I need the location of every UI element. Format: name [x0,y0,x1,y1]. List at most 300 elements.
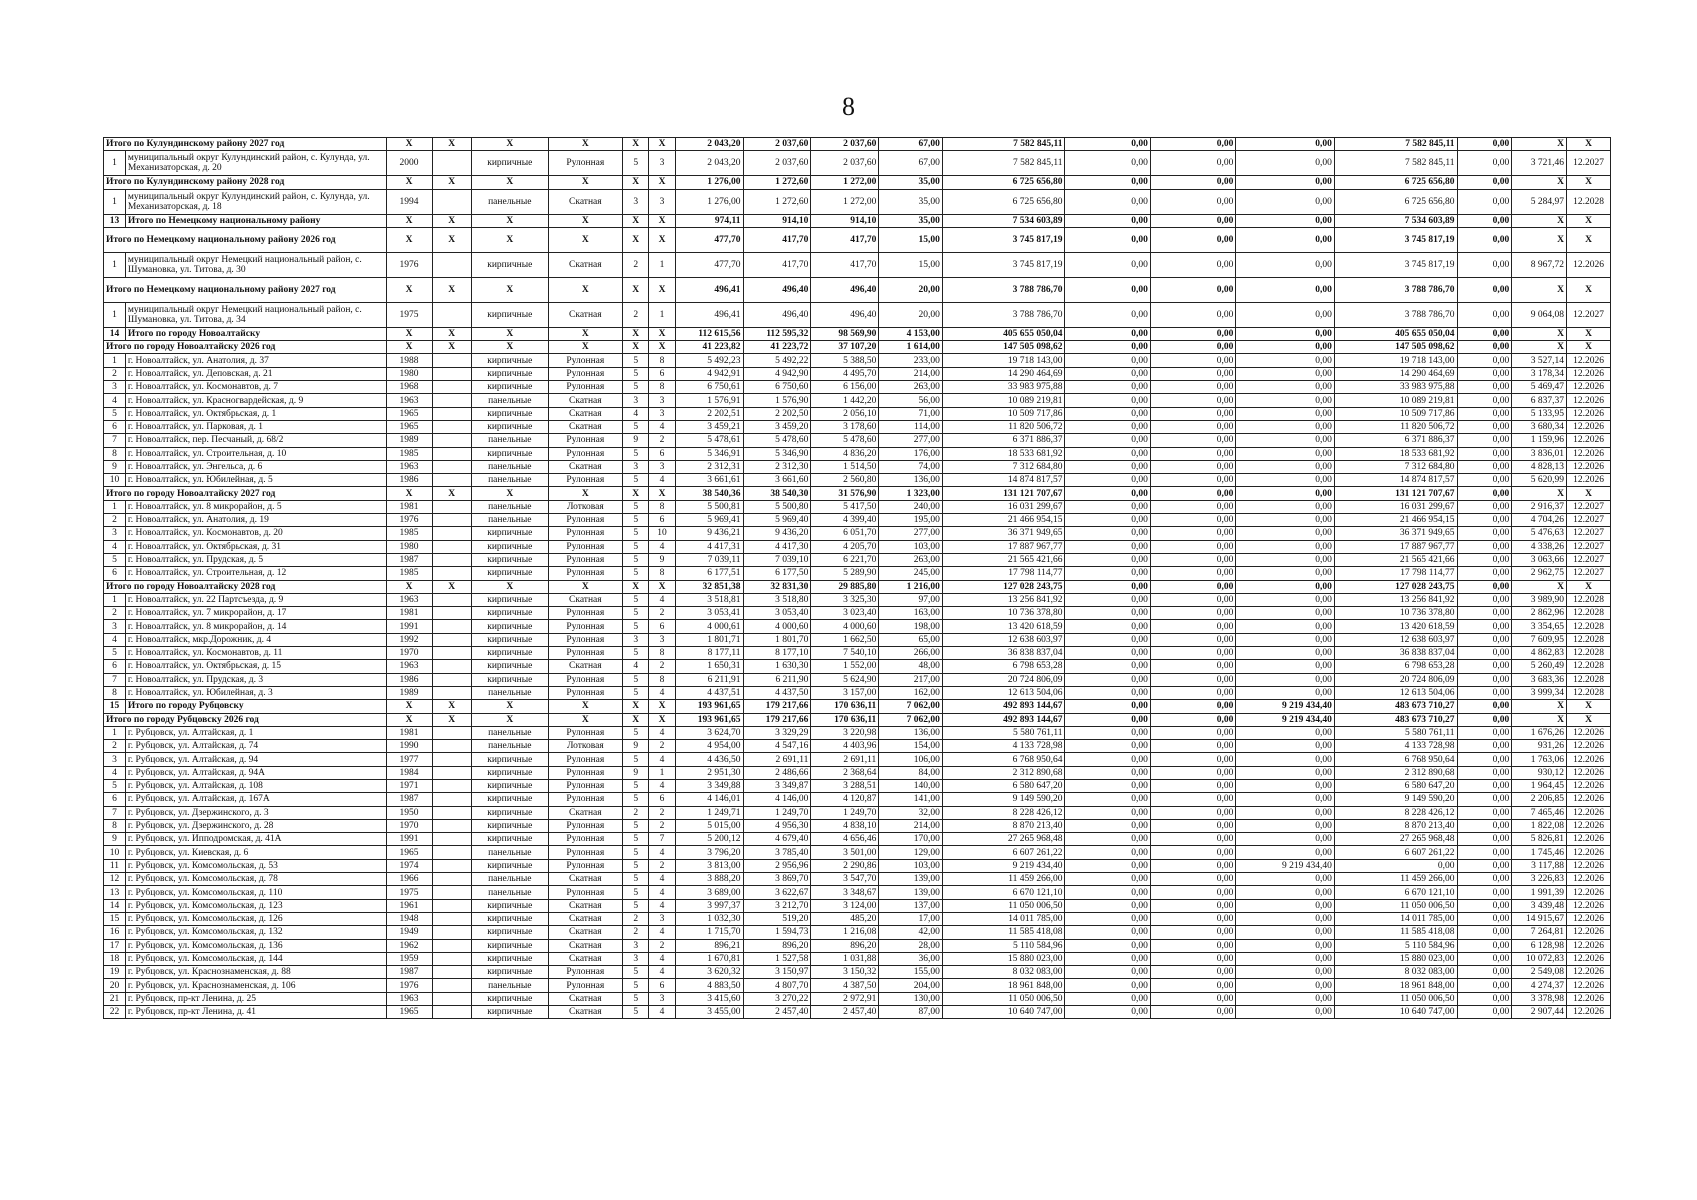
roof-type-cell: X [548,487,622,500]
column-x-cell [432,726,471,739]
other-funds-cell: 0,00 [1457,753,1512,766]
local-funds-cell: 0,00 [1236,966,1335,979]
floors-cell: 5 [623,514,649,527]
roof-type-cell: Рулонная [548,540,622,553]
address-cell: г. Рубцовск, пр-кт Ленина, д. 25 [125,992,386,1005]
unit-cost-cell: 1 763,06 [1512,753,1567,766]
local-funds-cell: 0,00 [1236,873,1335,886]
total-area-cell: 3 661,61 [675,474,743,487]
column-x-cell [432,500,471,513]
regional-funds-cell: 0,00 [1150,926,1235,939]
column-x-cell: X [432,580,471,593]
total-area-cell: 32 851,38 [675,580,743,593]
regional-funds-cell: 0,00 [1150,607,1235,620]
total-area-cell: 8 177,11 [675,647,743,660]
area-cell: 417,70 [743,227,811,252]
federal-funds-cell: 0,00 [1065,912,1150,925]
other-funds-cell: 0,00 [1457,341,1512,354]
column-x-cell [432,447,471,460]
total-area-cell: 2 951,30 [675,766,743,779]
completion-date-cell: 12.2026 [1567,740,1611,753]
row-number-cell: 6 [104,793,126,806]
unit-cost-cell: 3 178,34 [1512,367,1567,380]
roof-type-cell: Рулонная [548,979,622,992]
total-cost-cell: 14 011 785,00 [942,912,1065,925]
other-funds-cell: 0,00 [1457,793,1512,806]
living-area-cell: 4 495,70 [811,367,879,380]
federal-funds-cell: 0,00 [1065,779,1150,792]
roof-type-cell: X [548,713,622,726]
year-cell: X [386,277,432,302]
living-area-cell: 1 552,00 [811,660,879,673]
row-number-cell: 2 [104,367,126,380]
local-funds-cell: 0,00 [1236,607,1335,620]
column-x-cell [432,474,471,487]
total-cost-cell: 10 640 747,00 [942,1006,1065,1019]
table-row [104,939,1611,952]
row-number-cell: 13 [104,886,126,899]
total-area-cell: 477,70 [675,227,743,252]
roof-type-cell: Скатная [548,939,622,952]
row-number-cell: 10 [104,474,126,487]
area-cell: 3 622,67 [743,886,811,899]
local-funds-cell: 0,00 [1236,673,1335,686]
local-funds-cell: 0,00 [1236,833,1335,846]
address-cell: г. Новоалтайск, ул. Октябрьская, д. 1 [125,407,386,420]
other-funds-cell: 0,00 [1457,806,1512,819]
row-number-cell: 4 [104,540,126,553]
column-x-cell [432,252,471,277]
unit-cost-cell: 1 676,26 [1512,726,1567,739]
completion-date-cell: 12.2026 [1567,926,1611,939]
other-funds-cell: 0,00 [1457,514,1512,527]
residents-cell: 4 153,00 [879,327,943,340]
local-funds-cell: 0,00 [1236,434,1335,447]
address-cell: г. Рубцовск, ул. Ипподромская, д. 41А [125,833,386,846]
roof-type-cell: Рулонная [548,886,622,899]
owners-funds-cell: 10 089 219,81 [1334,394,1457,407]
total-area-cell: 4 437,51 [675,686,743,699]
roof-type-cell: Скатная [548,660,622,673]
regional-funds-cell: 0,00 [1150,460,1235,473]
total-area-cell: 112 615,56 [675,327,743,340]
column-x-cell [432,514,471,527]
federal-funds-cell: 0,00 [1065,394,1150,407]
year-cell: 1987 [386,553,432,566]
living-area-cell: 2 457,40 [811,1006,879,1019]
completion-date-cell: 12.2028 [1567,633,1611,646]
row-number-cell: 2 [104,514,126,527]
area-cell: 4 807,70 [743,979,811,992]
row-number-cell: 17 [104,939,126,952]
floors-cell: 5 [623,992,649,1005]
living-area-cell: 3 124,00 [811,899,879,912]
wall-material-cell: X [471,138,548,151]
total-area-cell: 3 455,00 [675,1006,743,1019]
completion-date-cell: X [1567,700,1611,713]
local-funds-cell: 0,00 [1236,354,1335,367]
wall-material-cell: панельные [471,514,548,527]
unit-cost-cell: 7 465,46 [1512,806,1567,819]
completion-date-cell: 12.2026 [1567,939,1611,952]
address-cell: г. Новоалтайск, ул. Анатолия, д. 37 [125,354,386,367]
total-area-cell: 41 223,82 [675,341,743,354]
row-number-cell: 3 [104,381,126,394]
wall-material-cell: кирпичные [471,753,548,766]
area-cell: 3 459,20 [743,420,811,433]
column-x-cell [432,381,471,394]
year-cell: 1984 [386,766,432,779]
completion-date-cell: 12.2026 [1567,992,1611,1005]
table-row [104,447,1611,460]
total-area-cell: 9 436,21 [675,527,743,540]
regional-funds-cell: 0,00 [1150,806,1235,819]
entrances-cell: X [649,580,675,593]
living-area-cell: 4 000,60 [811,620,879,633]
entrances-cell: 1 [649,766,675,779]
roof-type-cell: Скатная [548,912,622,925]
owners-funds-cell: 8 228 426,12 [1334,806,1457,819]
row-number-cell: 16 [104,926,126,939]
residents-cell: 263,00 [879,553,943,566]
wall-material-cell: панельные [471,434,548,447]
wall-material-cell: кирпичные [471,367,548,380]
entrances-cell: 2 [649,939,675,952]
table-row [104,633,1611,646]
living-area-cell: 3 348,67 [811,886,879,899]
column-x-cell [432,593,471,606]
row-number-cell: 19 [104,966,126,979]
residents-cell: 155,00 [879,966,943,979]
floors-cell: 5 [623,381,649,394]
total-area-cell: 6 750,61 [675,381,743,394]
row-number-cell: 1 [104,354,126,367]
entrances-cell: 4 [649,753,675,766]
year-cell: 1970 [386,819,432,832]
living-area-cell: 5 478,60 [811,434,879,447]
table-row [104,407,1611,420]
floors-cell: 9 [623,434,649,447]
floors-cell: 5 [623,527,649,540]
wall-material-cell: панельные [471,460,548,473]
federal-funds-cell: 0,00 [1065,939,1150,952]
total-cost-cell: 6 798 653,28 [942,660,1065,673]
column-x-cell [432,819,471,832]
address-cell: г. Новоалтайск, ул. Анатолия, д. 19 [125,514,386,527]
local-funds-cell: 0,00 [1236,726,1335,739]
floors-cell: 5 [623,500,649,513]
total-cost-cell: 33 983 975,88 [942,381,1065,394]
entrances-cell: X [649,176,675,189]
roof-type-cell: Рулонная [548,633,622,646]
local-funds-cell: 0,00 [1236,740,1335,753]
floors-cell: 5 [623,420,649,433]
floors-cell: 5 [623,886,649,899]
column-x-cell [432,434,471,447]
year-cell: 1963 [386,992,432,1005]
roof-type-cell: Рулонная [548,647,622,660]
total-cost-cell: 4 133 728,98 [942,740,1065,753]
area-cell: 1 272,60 [743,189,811,214]
area-cell: 112 595,32 [743,327,811,340]
unit-cost-cell: 5 826,81 [1512,833,1567,846]
table-row [104,434,1611,447]
year-cell: 1976 [386,979,432,992]
wall-material-cell: кирпичные [471,593,548,606]
area-cell: 3 329,29 [743,726,811,739]
column-x-cell: X [432,700,471,713]
federal-funds-cell: 0,00 [1065,766,1150,779]
floors-cell: 5 [623,620,649,633]
federal-funds-cell: 0,00 [1065,214,1150,227]
living-area-cell: 4 656,46 [811,833,879,846]
row-number-cell: 1 [104,151,126,176]
area-cell: 2 312,30 [743,460,811,473]
completion-date-cell: 12.2028 [1567,620,1611,633]
living-area-cell: 2 290,86 [811,859,879,872]
total-cost-cell: 14 874 817,57 [942,474,1065,487]
residents-cell: 114,00 [879,420,943,433]
residents-cell: 42,00 [879,926,943,939]
row-number-cell: 10 [104,846,126,859]
regional-funds-cell: 0,00 [1150,686,1235,699]
regional-funds-cell: 0,00 [1150,214,1235,227]
completion-date-cell: 12.2026 [1567,407,1611,420]
floors-cell: 5 [623,873,649,886]
living-area-cell: 31 576,90 [811,487,879,500]
area-cell: 6 750,60 [743,381,811,394]
address-cell: г. Новоалтайск, ул. 8 микрорайон, д. 14 [125,620,386,633]
other-funds-cell: 0,00 [1457,593,1512,606]
area-cell: 6 211,90 [743,673,811,686]
owners-funds-cell: 6 371 886,37 [1334,434,1457,447]
table-row [104,607,1611,620]
wall-material-cell: кирпичные [471,779,548,792]
roof-type-cell: Рулонная [548,620,622,633]
other-funds-cell: 0,00 [1457,726,1512,739]
other-funds-cell: 0,00 [1457,846,1512,859]
entrances-cell: 1 [649,252,675,277]
entrances-cell: 2 [649,859,675,872]
entrances-cell: 4 [649,873,675,886]
entrances-cell: 1 [649,302,675,327]
federal-funds-cell: 0,00 [1065,447,1150,460]
column-x-cell [432,394,471,407]
column-x-cell: X [432,214,471,227]
column-x-cell [432,620,471,633]
living-area-cell: 1 031,88 [811,952,879,965]
subtotal-row [104,713,1611,726]
row-number-cell: 18 [104,952,126,965]
entrances-cell: 4 [649,474,675,487]
column-x-cell [432,753,471,766]
regional-funds-cell: 0,00 [1150,873,1235,886]
federal-funds-cell: 0,00 [1065,1006,1150,1019]
table-row [104,660,1611,673]
row-number-cell: 7 [104,806,126,819]
floors-cell: X [623,227,649,252]
unit-cost-cell: 4 828,13 [1512,460,1567,473]
floors-cell: 2 [623,926,649,939]
local-funds-cell: 0,00 [1236,580,1335,593]
floors-cell: X [623,713,649,726]
other-funds-cell: 0,00 [1457,500,1512,513]
row-number-cell: 3 [104,527,126,540]
wall-material-cell: кирпичные [471,381,548,394]
federal-funds-cell: 0,00 [1065,341,1150,354]
federal-funds-cell: 0,00 [1065,252,1150,277]
total-cost-cell: 16 031 299,67 [942,500,1065,513]
table-row [104,354,1611,367]
local-funds-cell: 0,00 [1236,593,1335,606]
wall-material-cell: панельные [471,189,548,214]
total-cost-cell: 127 028 243,75 [942,580,1065,593]
living-area-cell: 2 056,10 [811,407,879,420]
living-area-cell: 4 399,40 [811,514,879,527]
floors-cell: 4 [623,660,649,673]
residents-cell: 233,00 [879,354,943,367]
table-row [104,460,1611,473]
other-funds-cell: 0,00 [1457,327,1512,340]
subtotal-label-cell: Итого по Немецкому национальному району [125,214,386,227]
year-cell: 1981 [386,726,432,739]
area-cell: 41 223,72 [743,341,811,354]
total-area-cell: 1 249,71 [675,806,743,819]
owners-funds-cell: 18 533 681,92 [1334,447,1457,460]
row-number-cell: 4 [104,394,126,407]
floors-cell: 5 [623,151,649,176]
total-cost-cell: 7 582 845,11 [942,151,1065,176]
area-cell: 3 518,80 [743,593,811,606]
column-x-cell [432,460,471,473]
total-area-cell: 5 500,81 [675,500,743,513]
total-cost-cell: 27 265 968,48 [942,833,1065,846]
owners-funds-cell: 131 121 707,67 [1334,487,1457,500]
unit-cost-cell: X [1512,277,1567,302]
other-funds-cell: 0,00 [1457,633,1512,646]
federal-funds-cell: 0,00 [1065,899,1150,912]
residents-cell: 204,00 [879,979,943,992]
roof-type-cell: Рулонная [548,793,622,806]
row-number-cell: 22 [104,1006,126,1019]
total-area-cell: 3 624,70 [675,726,743,739]
completion-date-cell: 12.2026 [1567,873,1611,886]
owners-funds-cell: 33 983 975,88 [1334,381,1457,394]
residents-cell: 7 062,00 [879,700,943,713]
table-row [104,514,1611,527]
other-funds-cell: 0,00 [1457,899,1512,912]
completion-date-cell: X [1567,227,1611,252]
roof-type-cell: Скатная [548,926,622,939]
row-number-cell: 14 [104,327,126,340]
completion-date-cell: X [1567,341,1611,354]
completion-date-cell: 12.2026 [1567,726,1611,739]
table-row [104,979,1611,992]
floors-cell: 5 [623,819,649,832]
federal-funds-cell: 0,00 [1065,189,1150,214]
floors-cell: 5 [623,367,649,380]
area-cell: 3 212,70 [743,899,811,912]
column-x-cell [432,420,471,433]
federal-funds-cell: 0,00 [1065,567,1150,580]
column-x-cell [432,354,471,367]
wall-material-cell: кирпичные [471,633,548,646]
federal-funds-cell: 0,00 [1065,806,1150,819]
owners-funds-cell: 6 580 647,20 [1334,779,1457,792]
year-cell: 1963 [386,660,432,673]
column-x-cell: X [432,341,471,354]
roof-type-cell: Скатная [548,873,622,886]
row-number-cell: 8 [104,447,126,460]
local-funds-cell: 0,00 [1236,302,1335,327]
year-cell: 1980 [386,540,432,553]
wall-material-cell: кирпичные [471,992,548,1005]
other-funds-cell: 0,00 [1457,214,1512,227]
living-area-cell: 2 972,91 [811,992,879,1005]
year-cell: 1965 [386,1006,432,1019]
row-number-cell: 8 [104,686,126,699]
total-cost-cell: 405 655 050,04 [942,327,1065,340]
living-area-cell: 29 885,80 [811,580,879,593]
address-cell: г. Новоалтайск, ул. Космонавтов, д. 11 [125,647,386,660]
living-area-cell: 2 560,80 [811,474,879,487]
wall-material-cell: панельные [471,474,548,487]
other-funds-cell: 0,00 [1457,700,1512,713]
entrances-cell: 6 [649,367,675,380]
total-area-cell: 6 177,51 [675,567,743,580]
floors-cell: 5 [623,753,649,766]
federal-funds-cell: 0,00 [1065,726,1150,739]
year-cell: X [386,580,432,593]
local-funds-cell: 0,00 [1236,381,1335,394]
completion-date-cell: 12.2026 [1567,420,1611,433]
address-cell: г. Рубцовск, ул. Краснознаменская, д. 106 [125,979,386,992]
address-cell: г. Новоалтайск, ул. Октябрьская, д. 31 [125,540,386,553]
address-cell: г. Рубцовск, ул. Комсомольская, д. 123 [125,899,386,912]
year-cell: 1985 [386,527,432,540]
area-cell: 2 691,11 [743,753,811,766]
entrances-cell: 6 [649,514,675,527]
roof-type-cell: X [548,341,622,354]
area-cell: 7 039,10 [743,553,811,566]
completion-date-cell: 12.2027 [1567,540,1611,553]
total-area-cell: 3 997,37 [675,899,743,912]
floors-cell: 3 [623,952,649,965]
subtotal-label-cell: Итого по Кулундинскому району 2028 год [104,176,387,189]
table-row [104,833,1611,846]
subtotal-label-cell: Итого по городу Новоалтайску 2026 год [104,341,387,354]
floors-cell: 3 [623,460,649,473]
regional-funds-cell: 0,00 [1150,647,1235,660]
floors-cell: 5 [623,779,649,792]
residents-cell: 141,00 [879,793,943,806]
completion-date-cell: 12.2026 [1567,952,1611,965]
table-row [104,873,1611,886]
wall-material-cell: панельные [471,726,548,739]
total-area-cell: 4 000,61 [675,620,743,633]
other-funds-cell: 0,00 [1457,620,1512,633]
completion-date-cell: 12.2026 [1567,252,1611,277]
residents-cell: 240,00 [879,500,943,513]
total-area-cell: 4 146,01 [675,793,743,806]
total-cost-cell: 12 613 504,06 [942,686,1065,699]
floors-cell: 5 [623,673,649,686]
roof-type-cell: Рулонная [548,514,622,527]
entrances-cell: 3 [649,633,675,646]
roof-type-cell: Скатная [548,394,622,407]
address-cell: муниципальный округ Кулундинский район, с. Кулунда, ул. Механизаторская, д. 18 [125,189,386,214]
other-funds-cell: 0,00 [1457,833,1512,846]
